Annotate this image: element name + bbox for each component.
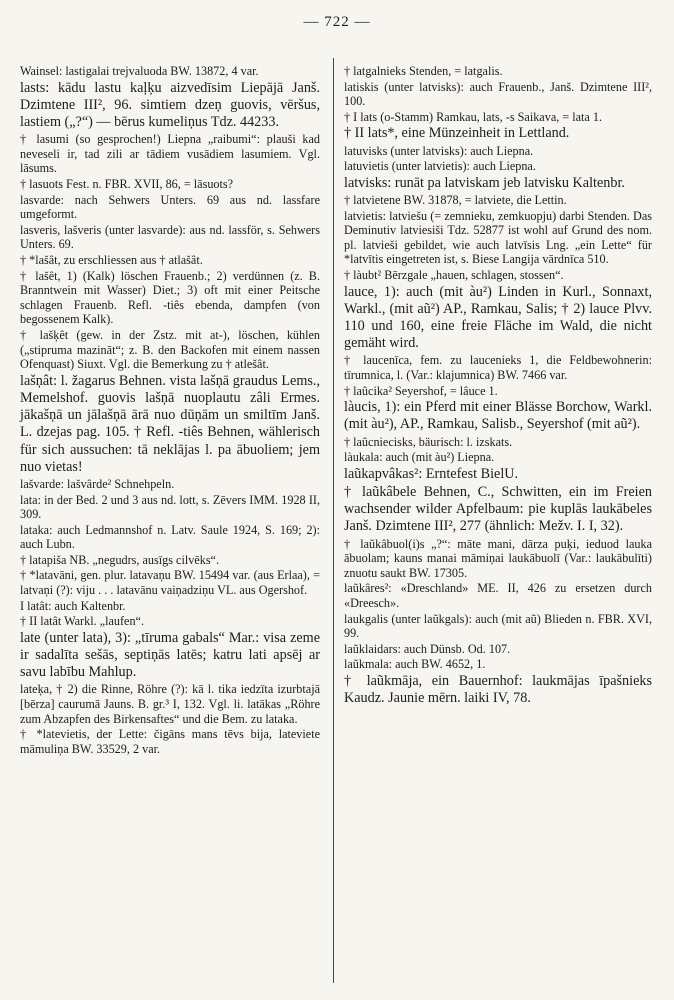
dictionary-entry: † latgalnieks Stenden, = latgalis. — [344, 64, 503, 78]
column-divider — [333, 58, 334, 983]
dictionary-entry: làukala: auch (mit àu²) Liepna. — [344, 450, 495, 465]
dictionary-entry: † *lašât, zu erschliessen aus † atlašât. — [20, 252, 203, 267]
dictionary-entry: Wainsel: lastigalai trejvaluoda BW. 13872, 4 var. — [20, 64, 259, 78]
dictionary-entry: † I lats (o-Stamm) Ramkau, lats, -s Saikava, = lata 1. — [344, 109, 603, 124]
dictionary-entry: † latapiša NB. „negudrs, ausīgs cilvēks“. — [20, 552, 220, 567]
dictionary-entry: † lasuots Fest. n. FBR. XVII, 86, = lāsuots? — [20, 176, 234, 191]
dictionary-entry: † làubt² Bērzgale „hauen, schlagen, stossen“. — [344, 267, 564, 282]
dictionary-entry: † lasumi (so gesprochen!) Liepna „raibumi“: plauši kad neveseli ir, tad zili ar tādiem vusādiem lasumiem. Vgl. lāsums. — [20, 132, 320, 176]
dictionary-entry: latiskis (unter latvisks): auch Frauenb., Janš. Dzimtene III², 100. — [344, 79, 652, 109]
dictionary-entry: lasvarde: nach Sehwers Unters. 69 aus nd. lassfare umgeformt. — [20, 192, 320, 222]
dictionary-entry: lašņât: l. žagarus Behnen. vista lašņā graudus Lems., Memelshof. guovis lašņā nuoplautu zâli Ermes. jākašņā un jālašņā ārā nuo dūņām un smiltīm Janš. L. dzejas pag. 105. † Refl. -tiês Behnen, wählerisch für sich aussuchen: tā neklājas l. pa ābuoliem; jem nuo vietas! — [20, 372, 320, 475]
dictionary-entry: làucis, 1): ein Pferd mit einer Blässe Borchow, Warkl. (mit àu²), AP., Ramkau, Salisb., Seyershof (mit aũ²). — [344, 399, 652, 433]
dictionary-entry: laũkmala: auch BW. 4652, 1. — [344, 657, 486, 672]
dictionary-entry: latuvietis (unter latvietis): auch Liepna. — [344, 159, 536, 174]
dictionary-entry: latvietis: latviešu (= zemnieku, zemkuopju) darbi Stenden. Das Deminutiv latviesiši Tdz. 52877 ist wohl auf Grund des nom. pl. latvieši gebildet, wie auch latvīsis Lng. „ein Lette“ für *latvītis eingetreten ist, s. Biese Langija vārdnīca 510. — [344, 208, 652, 267]
right-column — [344, 64, 652, 708]
dictionary-entry: late (unter lata), 3): „tīruma gabals“ Mar.: visa zeme ir sadalīta sešās, septiņās latēs; katru lati apsēj ar savu labību Mahlup. — [20, 629, 320, 681]
dictionary-entry: † laũkâbuol(i)s „?“: māte mani, dārza puķi, ieduod lauka ābuolam; kauns manai māmiņai laukābuolī (Var.: laukābulīti) znuotu saukt BW. 17305. — [344, 536, 652, 580]
dictionary-entry: lataka: auch Ledmannshof n. Latv. Saule 1924, S. 169; 2): auch Lubn. — [20, 522, 320, 552]
dictionary-entry: † laũkmāja, ein Bauernhof: laukmājas īpašnieks Kaudz. Jaunie mērn. laiki IV, 78. — [344, 672, 652, 707]
dictionary-entry: † latvietene BW. 31878, = latviete, die Lettin. — [344, 192, 567, 207]
dictionary-entry: latvisks: runāt pa latviskam jeb latvisku Kaltenbr. — [344, 174, 625, 191]
dictionary-entry: I latât: auch Kaltenbr. — [20, 598, 126, 613]
dictionary-entry: † *latevietis, der Lette: čigāns mans tēvs bija, lateviete māmuliņa BW. 33529, 2 var. — [20, 727, 320, 756]
dictionary-entry: † laucenīca, fem. zu laucenieks 1, die Feldbewohnerin: tīrumnica, l. (Var.: klajumnica) BW. 7466 var. — [344, 353, 652, 382]
dictionary-entry: † laũkâbele Behnen, C., Schwitten, ein im Freien wachsender wilder Apfelbaum: pie kuplās laukābeles Janš. Dzimtene III², 277 (ähnlich: Mežv. I. I, 32). — [344, 483, 652, 535]
dictionary-entry: † II lats*, eine Münzeinheit in Lettland. — [344, 125, 570, 142]
dictionary-entry: latuvisks (unter latvisks): auch Liepna. — [344, 143, 534, 158]
dictionary-entry: laũkapvâkas²: Erntefest BielU. — [344, 465, 519, 482]
dictionary-entry: lata: in der Bed. 2 und 3 aus nd. lott, s. Zēvers IMM. 1928 II, 309. — [20, 492, 320, 522]
dictionary-entry: laũkâres²: «Dreschland» ME. II, 426 zu ersetzen durch «Dreesch». — [344, 581, 652, 610]
dictionary-entry: laũklaidars: auch Dünsb. Od. 107. — [344, 641, 511, 656]
dictionary-entry: lasveris, lašveris (unter lasvarde): aus nd. lassför, s. Sehwers Unters. 69. — [20, 222, 320, 252]
dictionary-entry: † laûcniecisks, bäurisch: l. izskats. — [344, 434, 513, 449]
dictionary-entry: lateķa, † 2) die Rinne, Röhre (?): kā l. tika iedzīta izurbtajā [bērza] caurumā Jauns. B. gr.³ I, 132. Vgl. li. latākas „Röhre zum Abzapfen des Birkensaftes“ und die Bem. zu lataka. — [20, 682, 320, 726]
left-column — [20, 64, 320, 757]
dictionary-entry: † II latât Warkl. „laufen“. — [20, 614, 144, 629]
dictionary-entry: † lašķêt (gew. in der Zstz. mit at-), löschen, kühlen („stipruma mazināt“; z. B. den Backofen mit einem nassen Ofenquast) Siuxt. Vgl. die Bemerkung zu † atlešât. — [20, 327, 320, 372]
dictionary-entry: lasts: kādu lastu kaļķu aizvedīsim Liepājā Janš. Dzimtene III², 96. simtiem dzeņ guovis, vēršus, lastiem („?“) — bērus kumeliņus Tdz. 44233. — [20, 79, 320, 130]
dictionary-entry: lauce, 1): auch (mit àu²) Linden in Kurl., Sonnaxt, Warkl., (mit aũ²) AP., Ramkau, Salis; † 2) lauce Plvv. 110 und 160, eine freie Fläche im Wald, die nicht gemäht wird. — [344, 283, 652, 352]
dictionary-entry: † lašêt, 1) (Kalk) löschen Frauenb.; 2) verdünnen (z. B. Branntwein mit Wasser) Diet.; 3) oft mit einer Peitsche schlagen Frauenb. Refl. -tiês ebenda, dampfen (von begossenem Kalk). — [20, 268, 320, 327]
page-number: — 722 — — [303, 14, 371, 30]
dictionary-entry: † *latavāni, gen. plur. latavaņu BW. 15494 var. (aus Erlaa), = latvaņi (?): viju . . . latavānu vaiņadziņu VL. aus Ogershof. — [20, 568, 320, 598]
dictionary-entry: lašvarde: lašvârde² Schnehpeln. — [20, 476, 175, 491]
dictionary-entry: † laûcika² Seyershof, = lâuce 1. — [344, 383, 498, 398]
dictionary-entry: laukgalis (unter laũkgals): auch (mit aũ) Blieden n. FBR. XVI, 99. — [344, 611, 652, 641]
